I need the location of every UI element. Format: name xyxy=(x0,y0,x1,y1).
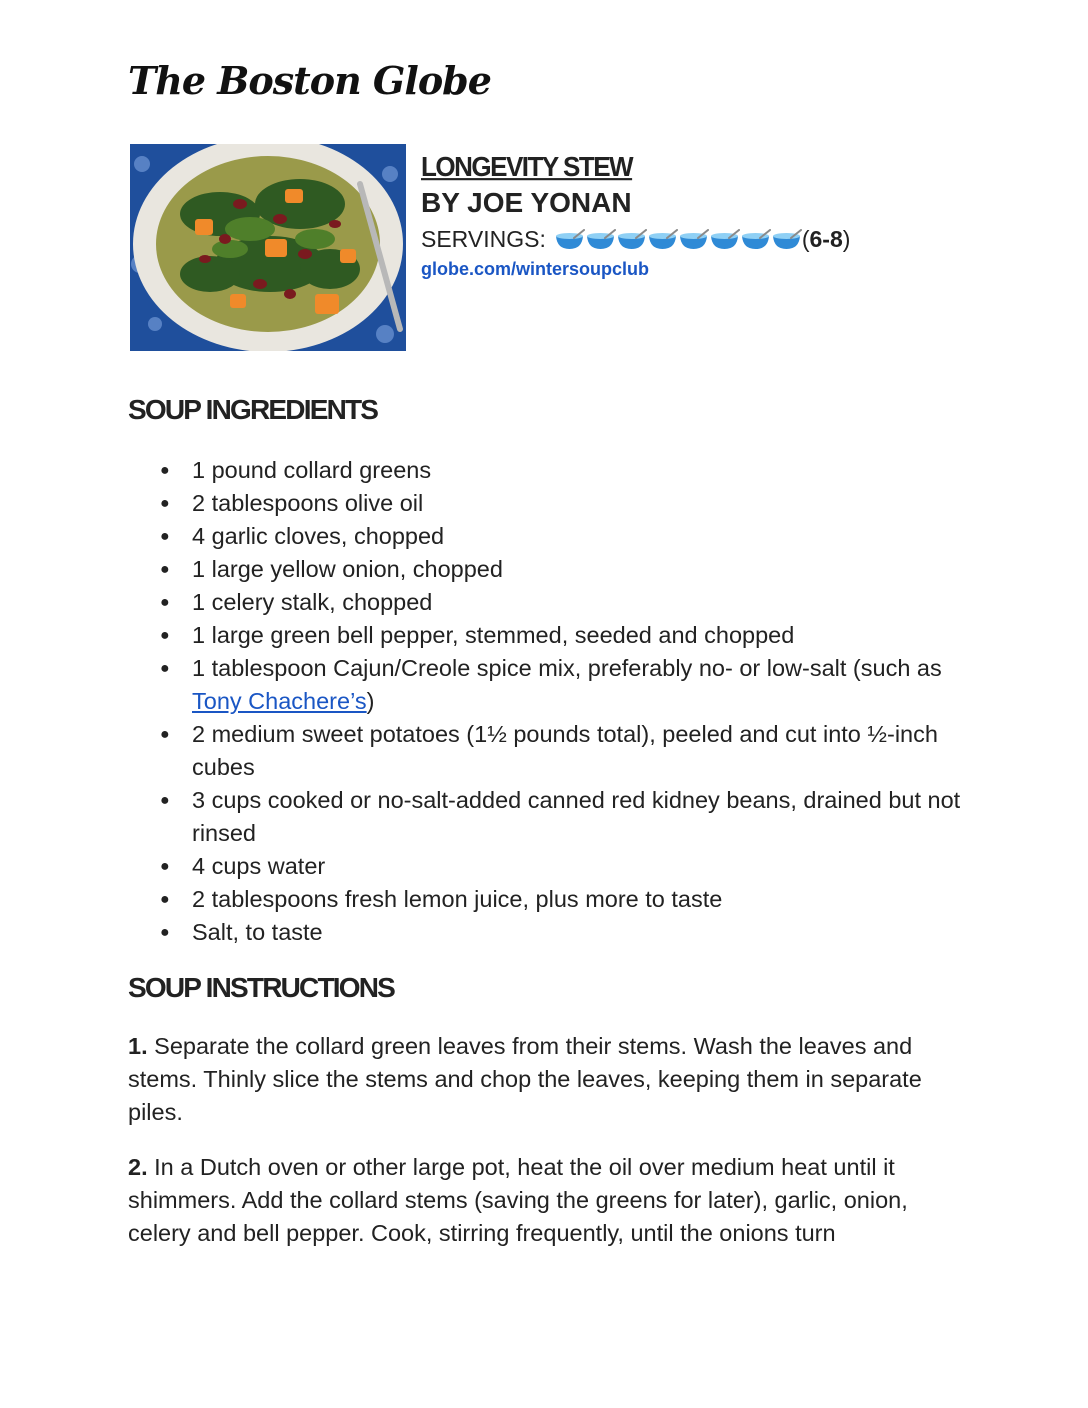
ingredient-item: ● 1 large green bell pepper, stemmed, seeded and chopped xyxy=(160,619,980,652)
ingredient-item: ● 2 tablespoons fresh lemon juice, plus more to taste xyxy=(160,883,980,916)
ingredient-item: ● 3 cups cooked or no-salt-added canned red kidney beans, drained but not rinsed xyxy=(160,784,980,850)
ingredient-item: ● 4 cups water xyxy=(160,850,980,883)
step-text: In a Dutch oven or other large pot, heat the oil over medium heat until it shimmers. Add the collard stems (saving the greens for later), garlic, onion, celery and bell pepper. Cook, stirring frequently, until the onions turn xyxy=(128,1154,908,1246)
ingredient-item: ● 2 medium sweet potatoes (1½ pounds total), peeled and cut into ½-inch cubes xyxy=(160,718,980,784)
servings-line xyxy=(421,224,850,254)
instructions-heading: SOUP INSTRUCTIONS xyxy=(128,972,395,1003)
spice-text: 1 tablespoon Cajun/Creole spice mix, preferably no- or low-salt (such as xyxy=(192,655,942,681)
tony-chacheres-link[interactable]: Tony Chachere’s xyxy=(192,688,367,714)
ingredient-item: ● 1 celery stalk, chopped xyxy=(160,586,980,619)
spice-text-end: ) xyxy=(366,688,375,714)
ingredient-item: ● 1 large yellow onion, chopped xyxy=(160,553,980,586)
servings-paren-open: ( xyxy=(801,226,810,252)
masthead-logo: The Boston Globe xyxy=(128,58,491,103)
recipe-header xyxy=(421,150,850,282)
soup-bowl-icon xyxy=(554,228,585,250)
servings-bowl-icons xyxy=(554,228,802,250)
recipe-title: LONGEVITY STEW xyxy=(421,150,633,183)
ingredient-item: ● 1 pound collard greens xyxy=(160,454,980,487)
ingredient-item: ● Salt, to taste xyxy=(160,916,980,949)
ingredients-heading: SOUP INGREDIENTS xyxy=(128,394,378,425)
soup-bowl-icon xyxy=(585,228,616,250)
soup-bowl-icon xyxy=(709,228,740,250)
instruction-step xyxy=(128,1030,968,1129)
soup-bowl-icon xyxy=(740,228,771,250)
servings-paren-close: ) xyxy=(842,226,851,252)
soup-bowl-icon xyxy=(771,228,802,250)
soup-bowl-icon xyxy=(647,228,678,250)
instruction-step xyxy=(128,1151,968,1250)
stew-photo xyxy=(130,144,406,351)
ingredient-item: ● 2 tablespoons olive oil xyxy=(160,487,980,520)
step-number: 1. xyxy=(128,1033,148,1059)
servings-label: SERVINGS: xyxy=(421,226,546,252)
step-number: 2. xyxy=(128,1154,148,1180)
ingredient-item-spice xyxy=(160,652,980,718)
recipe-byline: BY JOE YONAN xyxy=(421,187,632,218)
servings-value: 6-8 xyxy=(809,226,843,252)
ingredient-item: ● 4 garlic cloves, chopped xyxy=(160,520,980,553)
step-text: Separate the collard green leaves from their stems. Wash the leaves and stems. Thinly slice the stems and chop the leaves, keeping them in separate piles. xyxy=(128,1033,922,1125)
soup-bowl-icon xyxy=(616,228,647,250)
soup-club-link[interactable]: globe.com/wintersoupclub xyxy=(421,259,650,279)
ingredients-list xyxy=(160,454,980,949)
soup-bowl-icon xyxy=(678,228,709,250)
